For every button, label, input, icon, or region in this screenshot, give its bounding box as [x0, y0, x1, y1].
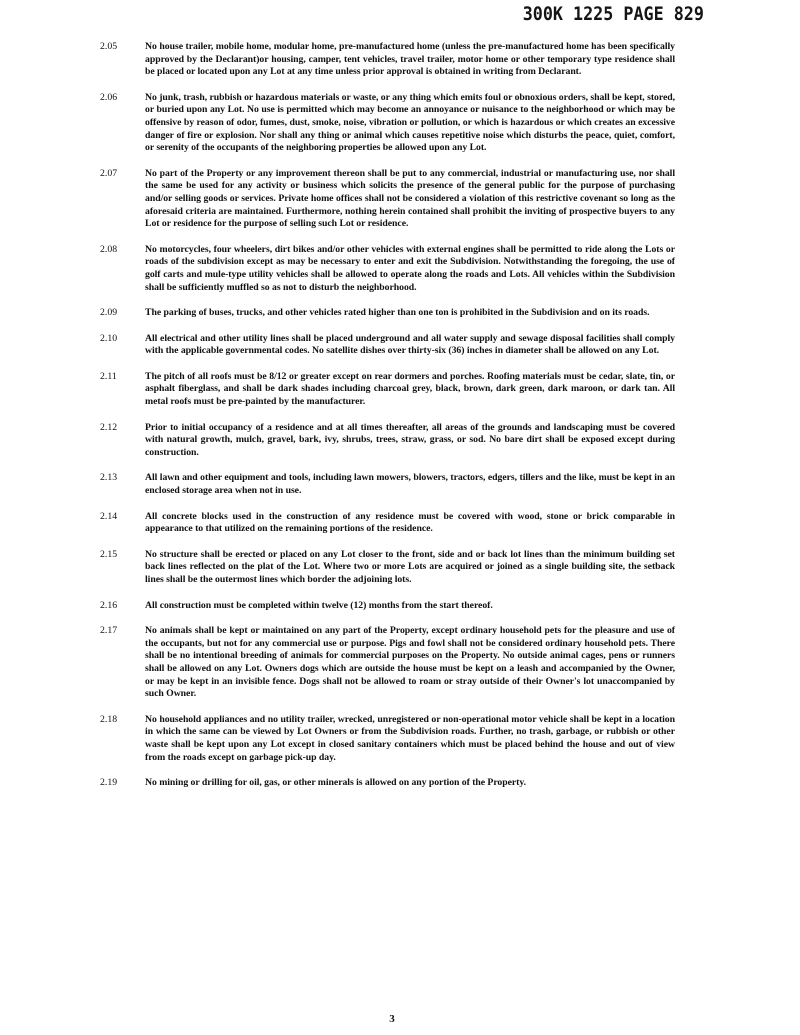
section-2-15: [100, 549, 675, 587]
section-text: No animals shall be kept or maintained on any part of the Property, except ordinary household pets for the pleasure and use of the occupants, but not for any commercial use or purpose. Pigs and fowl shall not be considered ordinary household pets. There shall be no intentional breeding of animals for commercial purposes on the Property. No outside animal cages, pens or runners shall be allowed on any Lot. Owners dogs which are outside the house must be kept on a leash and accompanied by the Owner, or may be kept in an invisible fence. Dogs shall not be allowed to roam or stray outside of their Owner's lot unaccompanied by such Owner.: [145, 625, 675, 700]
section-number: 2.14: [100, 510, 118, 522]
document-body: [100, 41, 675, 803]
section-number: 2.11: [100, 370, 117, 382]
book-page-reference: 300K 1225 PAGE 829: [522, 3, 704, 25]
section-2-17: [100, 625, 675, 701]
section-text: No structure shall be erected or placed on any Lot closer to the front, side and or back lot lines than the minimum building set back lines reflected on the plat of the Lot. Where two or more Lots are acquired or joined as a single building site, the setback lines shall be the outermost lines which border the adjoining lots.: [145, 548, 675, 585]
section-number: 2.09: [100, 307, 118, 319]
section-text: All construction must be completed within twelve (12) months from the start thereof.: [145, 599, 493, 611]
section-2-05: [100, 41, 675, 79]
section-2-14: [100, 511, 675, 536]
section-number: 2.07: [100, 167, 118, 179]
page-number: 3: [389, 1013, 395, 1025]
section-number: 2.13: [100, 472, 118, 484]
section-2-19: [100, 777, 675, 790]
section-2-12: [100, 422, 675, 460]
section-text: No junk, trash, rubbish or hazardous materials or waste, or any thing which emits foul or obnoxious orders, shall be kept, stored, or buried upon any Lot. No use is permitted which may become an annoyance or nuisance to the neighborhood or which may be offensive by reason of odor, fumes, dust, smoke, noise, vibration or pollution, or which is hazardous or which creates an excessive danger of fire or explosion. Nor shall any thing or animal which causes repetitive noise which disturbs the peace, quiet, comfort, or serenity of the occupants of the neighboring properties be allowed upon any Lot.: [145, 91, 675, 154]
section-number: 2.05: [100, 41, 118, 52]
section-text: All concrete blocks used in the construction of any residence must be covered with wood, stone or brick comparable in appearance to that utilized on the remaining portions of the residence.: [145, 510, 675, 535]
section-number: 2.10: [100, 332, 118, 344]
section-number: 2.16: [100, 599, 118, 611]
section-text: All electrical and other utility lines shall be placed underground and all water supply and sewage disposal facilities shall comply with the applicable governmental codes. No satellite dishes over thirty-six (36) inches in diameter shall be allowed on any Lot.: [145, 332, 675, 357]
section-2-18: [100, 714, 675, 764]
section-text: The pitch of all roofs must be 8/12 or greater except on rear dormers and porches. Roofing materials must be cedar, slate, tin, or asphalt fiberglass, and shall be dark shades including charcoal grey, black, brown, dark green, dark maroon, or dark tan. All metal roofs must be pre-painted by the manufacturer.: [145, 370, 675, 408]
section-number: 2.12: [100, 421, 118, 433]
section-number: 2.17: [100, 625, 118, 637]
section-2-07: [100, 168, 675, 231]
section-2-08: [100, 244, 675, 294]
section-2-10: [100, 333, 675, 358]
section-number: 2.19: [100, 777, 118, 789]
section-2-11: [100, 371, 675, 409]
section-number: 2.06: [100, 91, 118, 103]
section-text: No part of the Property or any improvement thereon shall be put to any commercial, industrial or manufacturing use, nor shall the same be used for any activity or business which solicits the presence of the general public for the purpose of purchasing and/or selling goods or services. Private home offices shall not be considered a violation of this restrictive covenant so long as the aforesaid criteria are maintained. Furthermore, nothing herein contained shall prohibit the inviting of prospective buyers to any Lot or residence for the purpose of selling such Lot or residence.: [145, 167, 675, 230]
section-number: 2.08: [100, 243, 118, 255]
section-number: 2.18: [100, 713, 118, 725]
section-text: All lawn and other equipment and tools, including lawn mowers, blowers, tractors, edgers, tillers and the like, must be kept in an enclosed storage area when not in use.: [145, 472, 675, 497]
section-number: 2.15: [100, 548, 118, 560]
section-text: No mining or drilling for oil, gas, or other minerals is allowed on any portion of the Property.: [145, 777, 527, 789]
section-2-06: [100, 92, 675, 155]
section-2-13: [100, 472, 675, 497]
section-text: The parking of buses, trucks, and other vehicles rated higher than one ton is prohibited in the Subdivision and on its roads.: [145, 307, 650, 319]
section-text: No household appliances and no utility trailer, wrecked, unregistered or non-operational motor vehicle shall be kept in a location in which the same can be viewed by Lot Owners or from the Subdivision roads. Further, no trash, garbage, or rubbish or other waste shall be kept upon any Lot except in closed sanitary containers which must be placed behind the house and out of view from the roads except on garbage pick-up day.: [145, 713, 675, 763]
section-text: No motorcycles, four wheelers, dirt bikes and/or other vehicles with external engines shall be permitted to ride along the Lots or roads of the subdivision except as may be necessary to enter and exit the Subdivision. Notwithstanding the foregoing, the use of golf carts and mule-type utility vehicles shall be allowed to operate along the roads and Lots. All vehicles within the Subdivision shall be sufficiently muffled so as not to disturb the neighborhood.: [145, 243, 675, 293]
section-text: No house trailer, mobile home, modular home, pre-manufactured home (unless the pre-manufactured home has been specifically approved by the Declarant)or housing, camper, tent vehicles, travel trailer, motor home or other temporary type residence shall be placed or located upon any Lot at any time unless prior approval is obtained in writing from Declarant.: [145, 41, 675, 78]
section-2-09: [100, 307, 675, 320]
section-2-16: [100, 600, 675, 613]
section-text: Prior to initial occupancy of a residence and at all times thereafter, all areas of the grounds and landscaping must be covered with natural growth, mulch, gravel, bark, ivy, shrubs, trees, straw, grass, or sod. No bare dirt shall be exposed except during construction.: [145, 421, 675, 458]
